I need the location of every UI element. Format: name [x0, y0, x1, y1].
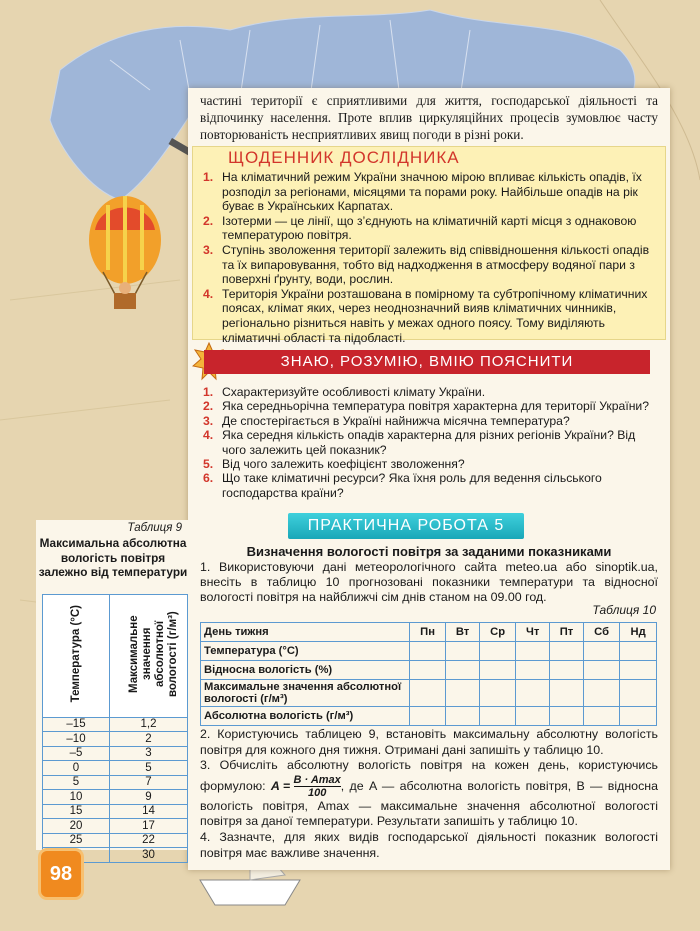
list-item: 1. На кліматичний режим України значною мірою впливає кількість опадів, їх розподіл за регіонами, місяцями та порами року. Найбільше опадів на рік буває в Українських Карпатах.	[203, 170, 642, 214]
table-row: 20 17	[43, 819, 188, 834]
formula: A = B · Amax 100	[270, 773, 341, 799]
practical-subtitle: Визначення вологості повітря за заданими показниками	[246, 544, 612, 559]
table-row: 30	[43, 848, 188, 863]
list-item: 4. Територія України розташована в помірному та субтропічному кліматичних поясах, клімат яких, через неоднозначний вияв кліматичних чинників, регіонально різниться навіть у межах одного поясу. Тому виділяють кліматичні області та підобласті.	[203, 286, 648, 345]
table-row: Максимальне значення абсолютної вологості (г/м³)	[201, 680, 657, 707]
table-row: 25 22	[43, 833, 188, 848]
know-section-title: ЗНАЮ, РОЗУМІЮ, ВМІЮ ПОЯСНИТИ	[204, 350, 650, 374]
table-header: Чт	[516, 623, 550, 642]
task-4: 4. Зазначте, для яких видів господарської діяльності показник вологості повітря має важливе значення.	[200, 829, 658, 860]
table-header: Вт	[446, 623, 480, 642]
list-item: 3. Ступінь зволоження території залежить від співвідношення кількості опадів та їх випаровування, тобто від надходження в атмосферу водяної пари з поверхні ґрунту, води, рослин.	[203, 242, 650, 287]
table-row	[43, 595, 188, 718]
task-2: 2. Користуючись таблицею 9, встановіть максимальну абсолютну вологість повітря для кожного дня тижня. Отримані дані запишіть у таблицю 10.	[200, 727, 658, 757]
table-row: 5 7	[43, 775, 188, 790]
table-header: Ср	[479, 623, 515, 642]
page-number: 98	[38, 848, 84, 900]
list-item: 1. Схарактеризуйте особливості клімату України.	[203, 385, 486, 399]
list-item: 2. Яка середньорічна температура повітря характерна для території України?	[203, 399, 650, 414]
list-item: 2. Ізотерми — це лінії, що з’єднують на кліматичній карті місця з однаковою температурою повітря.	[203, 213, 637, 243]
intro-paragraph: частині території є сприятливими для життя, господарської діяльності та відпочинку населення. Проте вплив циркуляційних процесів зумовлює часту повторюваність несприятливих явищ погоди в різні роки.	[200, 93, 658, 142]
list-item: 4. Яка середня кількість опадів характерна для різних регіонів України? Від чого залежить цей показник?	[203, 428, 636, 457]
table-row: –10 2	[43, 732, 188, 747]
table-row: 0 5	[43, 761, 188, 776]
diary-title: ЩОДЕННИК ДОСЛІДНИКА	[228, 148, 460, 167]
table-header: Пт	[549, 623, 583, 642]
table-row: 10 9	[43, 790, 188, 805]
tasks-block	[200, 727, 658, 861]
table-header: День тижня	[201, 623, 410, 642]
list-item: 5. Від чого залежить коефіцієнт зволоження?	[203, 457, 465, 472]
table-header: Пн	[410, 623, 446, 642]
table10	[200, 622, 657, 726]
table-row: Віднoсна вологість (%)	[201, 661, 657, 680]
list-item: 3. Де спостерігається в Україні найнижча місячна температура?	[203, 413, 570, 428]
questions-list	[203, 385, 655, 500]
table-row	[201, 623, 657, 642]
table-header: Сб	[584, 623, 620, 642]
table-header: Нд	[620, 623, 657, 642]
practical-work-title: ПРАКТИЧНА РОБОТА 5	[288, 513, 524, 539]
diary-list	[203, 170, 655, 345]
table-row: Температура (°С)	[201, 642, 657, 661]
task-3: 3. Обчисліть абсолютну вологість повітря на кожен день, користуючись формулою: A = B · Amax 100 , де A — абсолютна вологість повітря, B — відносна вологість повітря, Amax — максимальне значення абсолютної вологості повітря за даної температури. Результати запишіть у таблицю 10.	[200, 758, 658, 829]
table9	[42, 594, 188, 863]
table-row: Абсолютна вологість (г/м³)	[201, 707, 657, 726]
task-1: 1. Використовуючи дані метеорологічного сайта meteo.ua або sinoptik.ua, внесіть в таблицю 10 прогнозовані показники температури та відносної вологості повітря на найближчі сім днів станом на 09.00 год.	[200, 560, 658, 605]
table-row: –5 3	[43, 746, 188, 761]
table9-caption: Таблиця 9	[127, 522, 182, 534]
table-row: –15 1,2	[43, 717, 188, 732]
table-row: 15 14	[43, 804, 188, 819]
table10-caption: Таблиця 10	[592, 603, 656, 617]
list-item: 6. Що таке кліматичні ресурси? Яка їхня роль для ведення сільського господарства країни?	[203, 471, 602, 500]
table9-title: Максимальна абсолютна вологість повітря залежно від температури	[38, 536, 188, 579]
table-header: Температура (°С)	[69, 605, 82, 703]
table-header: Максимальне значення абсолютної вологості (г/м³)	[127, 611, 179, 697]
